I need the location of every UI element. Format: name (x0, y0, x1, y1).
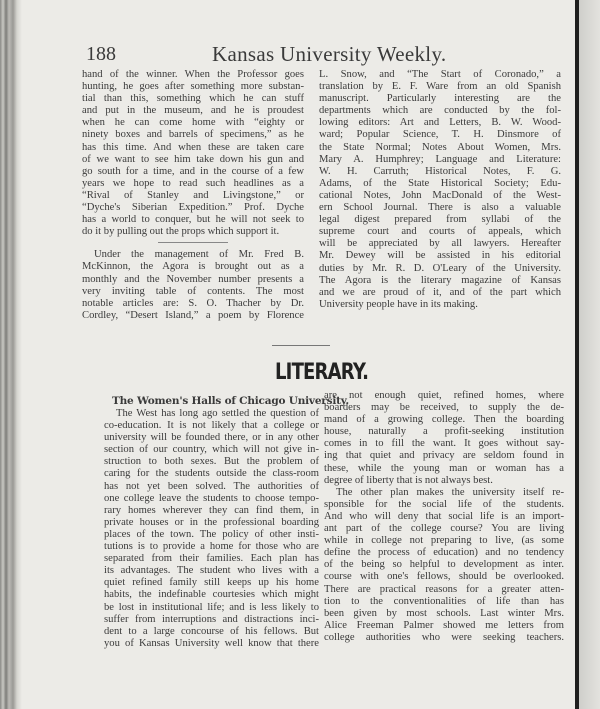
paragraph (82, 249, 304, 322)
text-line: years we hope to read such headlines as a (82, 177, 304, 189)
text-line: And who will deny that social life is an import- (324, 510, 564, 522)
text-line: been given by most schools. Last winter Mrs. (324, 607, 564, 619)
text-line: while in college not preparing to live, (as some (324, 535, 564, 547)
text-line: caring for the students outside the class-room (104, 468, 319, 480)
text-line: house, naturally a profit-seeking institution (324, 426, 564, 438)
text-line: places of the town. The policy of other insti- (104, 528, 319, 540)
text-line: sponsible for the social life of the students. (324, 498, 564, 510)
paragraph-divider-rule (158, 242, 228, 243)
text-line: you of Kansas University well know that there (104, 637, 319, 649)
text-line: one college leave the students to choose tempo- (104, 492, 319, 504)
text-line: supreme court and courts of appeals, which (319, 226, 561, 238)
bottom-right-column (324, 390, 564, 644)
text-line: very inviting table of contents. The most (82, 285, 304, 297)
text-line: degree of liberty that is not always best. (324, 474, 493, 486)
text-line: separated from their families. Each plan has (104, 553, 319, 565)
text-line: suffer from interruptions and distractions inci- (104, 613, 319, 625)
text-line: The other plan makes the university itself re- (336, 486, 564, 498)
text-line: “Rival of Stanley and Livingstone,” or (82, 189, 304, 201)
text-line: “Dyche's Siberian Expedition.” Prof. Dyche (82, 202, 304, 214)
text-line: ward; Popular Science, T. H. Dinsmore of (319, 129, 561, 141)
text-line: and put in the museum, and he is proudest (82, 105, 304, 117)
text-line: notable articles are: S. O. Thacher by Dr. (82, 297, 304, 309)
text-line: be lost in institutional life; and is less likely to (104, 601, 319, 613)
text-line: and we are proud of it, and of the part which (319, 286, 561, 298)
text-line: comes in to fill the want. It goes without say- (324, 438, 564, 450)
text-line: There are practical reasons for a greater atten- (324, 583, 564, 595)
text-line: these, while the young man or woman has a (324, 462, 564, 474)
running-title: Kansas University Weekly. (212, 42, 447, 66)
text-line: hand of the winner. When the Professor goes (82, 69, 304, 80)
text-line: define the process of education) and no tendency (324, 547, 564, 559)
paragraph (104, 408, 319, 650)
paragraph (324, 487, 564, 644)
text-line: lowing editors: Art and Letters, B. W. Wood- (319, 117, 561, 129)
text-line: habits, the indefinable courtesies which might (104, 589, 319, 601)
text-line: quiet refined family still keeps up his home (104, 577, 319, 589)
text-line: ninety boxes and barrels of specimens,” as he (82, 129, 304, 141)
section-heading: LITERARY. (275, 360, 369, 385)
paragraph (319, 69, 561, 311)
article-title: The Women's Halls of Chicago University. (112, 395, 349, 407)
top-left-column (82, 69, 304, 322)
text-line: translation by E. F. Ware from an old Spanish (319, 81, 561, 93)
page-binding-edge (0, 0, 22, 709)
text-line: its advantages. The student who lives with a (104, 565, 319, 577)
text-line: rary homes wherever they can find them, in (104, 504, 319, 516)
text-line: The West has long ago settled the question of (116, 408, 319, 419)
text-line: W. H. Carruth; Historical Notes, F. G. (319, 165, 561, 177)
text-line: dent to a large concourse of his fellows. But (104, 625, 319, 637)
text-line: tial than this, something which he can stuff (82, 93, 304, 105)
text-line: L. Snow, and “The Start of Coronado,” a (319, 69, 561, 80)
text-line: go south for a time, and in the course of a few (82, 165, 304, 177)
text-line: tutions is to provide a home for those who are (104, 541, 319, 553)
text-line: when he can come home with “eighty or (82, 117, 304, 129)
text-line: the State Normal; Notes About Women, Mrs. (319, 141, 561, 153)
text-line: private houses or in the professional boarding (104, 516, 319, 528)
text-line: of we want to see him take down his gun and (82, 153, 304, 165)
text-line: McKinnon, the Agora is brought out as a (82, 261, 304, 273)
text-line: manuscript. Particularly interesting are the (319, 93, 561, 105)
bottom-left-column (104, 408, 319, 650)
text-line: tion to the conventionalities of life than has (324, 595, 564, 607)
text-line: University people have in its making. (319, 298, 478, 310)
text-line: boarders may be received, to supply the de- (324, 402, 564, 414)
paragraph (324, 390, 564, 487)
text-line: Mary A. Humphrey; Language and Literature: (319, 153, 561, 165)
center-divider-rule (272, 345, 330, 346)
text-line: has a world to conquer, but he will not seek to (82, 214, 304, 226)
text-line: college authorities who were seeking teachers. (324, 631, 564, 643)
text-line: Adams, of the State Historical Society; Edu- (319, 177, 561, 189)
text-line: co-education. It is not likely that a college or (104, 420, 319, 432)
text-line: do it by pulling out the props which support it. (82, 226, 280, 238)
text-line: hunting, he goes after something more substan- (82, 81, 304, 93)
text-line: are not enough quiet, refined homes, where (324, 390, 564, 401)
text-line: Cordley, “Desert Island,” a poem by Florence (82, 309, 304, 321)
text-line: has this time. And when these are taken care (82, 141, 304, 153)
text-line: Under the management of Mr. Fred B. (94, 249, 304, 261)
text-line: section of our country, which will not give in- (104, 444, 319, 456)
text-line: ern School Journal. There is also a valuable (319, 202, 561, 214)
text-line: departments which are conducted by the fol- (319, 105, 561, 117)
page-number: 188 (86, 43, 116, 65)
text-line: monthly and the November number presents a (82, 273, 304, 285)
top-right-column (319, 69, 561, 311)
text-line: will be appreciated by all lawyers. Hereafter (319, 238, 561, 250)
text-line: Mr. Dewey will be assisted in his editorial (319, 250, 561, 262)
text-line: has not yet been solved. The authorities of (104, 480, 319, 492)
text-line: course with one's fellows, should be overlooked. (324, 571, 564, 583)
text-line: ing that quiet and privacy are seldom found in (324, 450, 564, 462)
text-line: cational Notes, John MacDonald of the West- (319, 189, 561, 201)
text-line: struction to both sexes. But the problem of (104, 456, 319, 468)
text-line: duties by Mr. R. D. O'Leary of the University. (319, 262, 561, 274)
next-page-margin (579, 0, 600, 709)
text-line: legal digest prepared from syllabi of the (319, 214, 561, 226)
text-line: The Agora is the literary magazine of Kansas (319, 274, 561, 286)
text-line: Alice Freeman Palmer showed me letters from (324, 619, 564, 631)
text-line: university will be founded there, or in any other (104, 432, 319, 444)
text-line: of the being so helpful to development as inter. (324, 559, 564, 571)
text-line: ant part of the college course? You are living (324, 523, 564, 535)
text-line: mand of a growing college. Then the boarding (324, 414, 564, 426)
paragraph (82, 69, 304, 238)
